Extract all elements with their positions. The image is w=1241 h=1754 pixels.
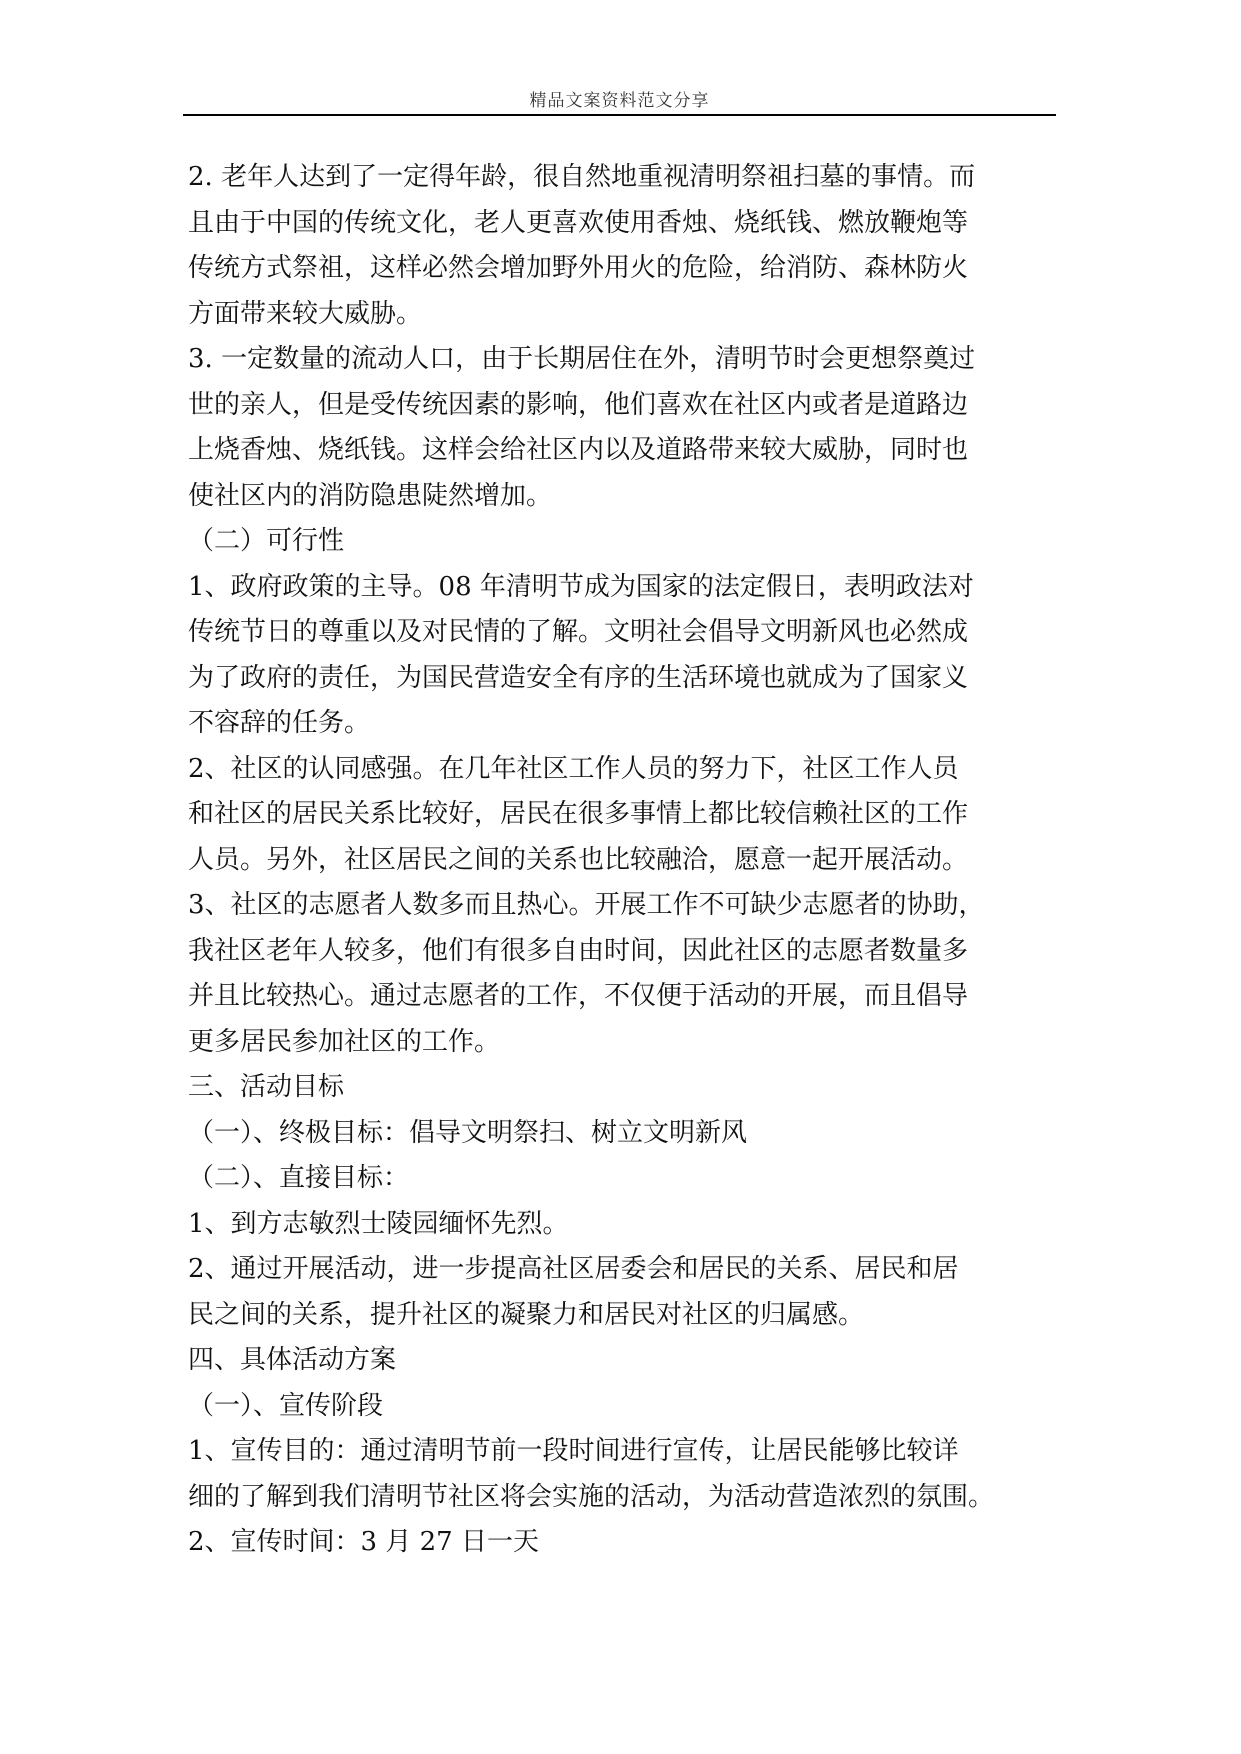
text-line: 1、宣传目的：通过清明节前一段时间进行宣传，让居民能够比较详 bbox=[188, 1436, 959, 1466]
section-heading: 三、活动目标 bbox=[188, 1072, 345, 1102]
text-line: 并且比较热心。通过志愿者的工作，不仅便于活动的开展，而且倡导 bbox=[188, 981, 969, 1011]
section-heading: （二）可行性 bbox=[188, 526, 345, 556]
text-line: 2、通过开展活动，进一步提高社区居委会和居民的关系、居民和居 bbox=[188, 1254, 959, 1284]
text-line: 1、政府政策的主导。08 年清明节成为国家的法定假日，表明政法对 bbox=[188, 571, 974, 602]
text-line: 3、社区的志愿者人数多而且热心。开展工作不可缺少志愿者的协助， bbox=[188, 890, 985, 920]
text-line: 细的了解到我们清明节社区将会实施的活动，为活动营造浓烈的氛围。 bbox=[188, 1481, 995, 1512]
text-line: 且由于中国的传统文化，老人更喜欢使用香烛、烧纸钱、燃放鞭炮等 bbox=[188, 207, 969, 238]
text-line: 传统节日的尊重以及对民情的了解。文明社会倡导文明新风也必然成 bbox=[188, 617, 969, 647]
text-line: 2、社区的认同感强。在几年社区工作人员的努力下，社区工作人员 bbox=[188, 753, 959, 784]
header-divider bbox=[183, 114, 1056, 116]
text-line: 使社区内的消防隐患陡然增加。 bbox=[188, 480, 553, 511]
text-line: 传统方式祭祖，这样必然会增加野外用火的危险，给消防、森林防火 bbox=[188, 253, 969, 283]
text-line: 我社区老年人较多，他们有很多自由时间，因此社区的志愿者数量多 bbox=[188, 935, 969, 966]
text-line: 为了政府的责任，为国民营造安全有序的生活环境也就成为了国家义 bbox=[188, 662, 969, 693]
text-line: 世的亲人，但是受传统因素的影响，他们喜欢在社区内或者是道路边 bbox=[188, 389, 969, 420]
text-line: 不容辞的任务。 bbox=[188, 708, 371, 738]
text-line: 3. 一定数量的流动人口，由于长期居住在外，清明节时会更想祭奠过 bbox=[188, 344, 976, 374]
text-line: 民之间的关系，提升社区的凝聚力和居民对社区的归属感。 bbox=[188, 1299, 865, 1330]
page-header: 精品文案资料范文分享 bbox=[529, 91, 710, 111]
text-line: 人员。另外，社区居民之间的关系也比较融洽，愿意一起开展活动。 bbox=[188, 844, 969, 875]
section-heading: 四、具体活动方案 bbox=[188, 1345, 397, 1375]
subsection-heading: （二）、直接目标： bbox=[188, 1163, 410, 1193]
text-line: 方面带来较大威胁。 bbox=[188, 298, 423, 329]
text-line: 2、宣传时间：3 月 27 日一天 bbox=[188, 1527, 539, 1557]
text-line: 1、到方志敏烈士陵园缅怀先烈。 bbox=[188, 1208, 569, 1239]
text-line: 上烧香烛、烧纸钱。这样会给社区内以及道路带来较大威胁，同时也 bbox=[188, 435, 969, 465]
subsection-heading: （一）、宣传阶段 bbox=[188, 1390, 384, 1421]
text-line: 2. 老年人达到了一定得年龄，很自然地重视清明祭祖扫墓的事情。而 bbox=[188, 162, 976, 192]
document-body bbox=[188, 155, 1068, 1566]
text-line: 更多居民参加社区的工作。 bbox=[188, 1026, 501, 1057]
text-line: 和社区的居民关系比较好，居民在很多事情上都比较信赖社区的工作 bbox=[188, 799, 969, 829]
subsection-heading: （一）、终极目标：倡导文明祭扫、树立文明新风 bbox=[188, 1117, 748, 1148]
